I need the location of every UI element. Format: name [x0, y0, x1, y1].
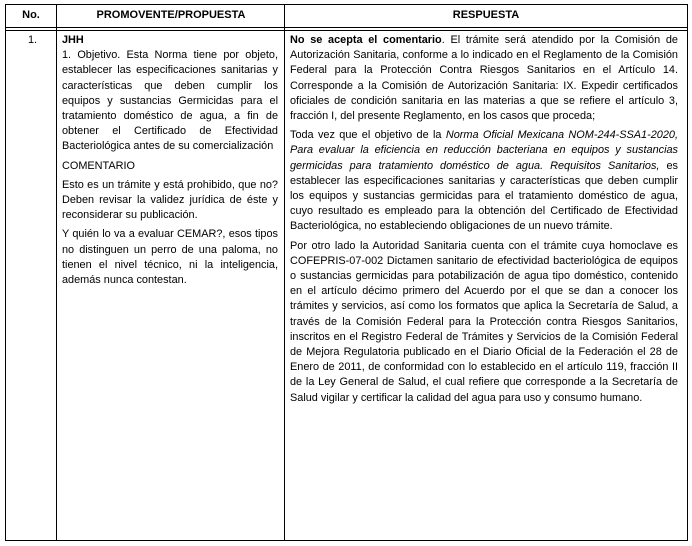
nom-reference: Norma Oficial Mexicana NOM-244-SSA1-2020, Para evaluar la eficiencia en reducción bacteriana en equipos y sustancias germicidas para tratamiento doméstico de agua. Requisitos Sanitarios, [290, 129, 678, 172]
header-respuesta: RESPUESTA [452, 9, 520, 21]
comment-label: COMENTARIO [62, 159, 136, 172]
respuesta-paragraph-3: Por otro lado la Autoridad Sanitaria cuenta con el trámite cuya homoclave es COFEPRIS-07-002 Dictamen sanitario de efectividad bacteriológica de equipos o sustancias germicidas para potabilización de agua tipo doméstico, contenido en el artículo décimo primero del Acuerdo por el que se dan a conocer los trámites y servicios, así como los formatos que aplica la Secretaría de Salud, a través de la Comisión Federal para la Protección contra Riesgos Sanitarios, inscritos en el Registro Federal de Trámites y Servicios de la Comisión Federal de Mejora Regulatoria publicado en el Diario Oficial de la Federación el 28 de Enero de 2011, de conformidad con lo establecido en el artículo 119, fracción II de la Ley General de Salud, el cual refiere que corresponde a la Secretaría de Salud vigilar y certificar la calidad del agua para uso y consumo humano. [290, 239, 678, 404]
table-border-right [687, 4, 688, 541]
table-border-left [5, 4, 6, 541]
respuesta-paragraph-2 [290, 128, 678, 234]
promovente-name: JHH [62, 34, 84, 46]
promovente-cell [62, 33, 278, 288]
respuesta-p2-post: es establecer las especificaciones sanitarias y características que deben cumplir los equipos y sustancias germicidas para el tratamiento doméstico de agua, cuyo resultado es empleado para la obtención del Certificado de Efectividad Bacteriológica, no estableciendo obligaciones de un nuevo trámite. [290, 159, 679, 233]
column-divider-1 [56, 4, 57, 541]
promovente-objective: 1. Objetivo. Esta Norma tiene por objeto, establecer las especificaciones sanitarias y características que deben cumplir los equipos y sustancias Germicidas para el tratamiento doméstico de agua, a fin de obtener el Certificado de Efectividad Bacteriológica antes de su comercialización [62, 49, 278, 153]
respuesta-p1-text: . El trámite será atendido por la Comisión de Autorización Sanitaria, conforme a lo indicado en el Reglamento de la Comisión Federal para la Protección Contra Riesgos Sanitarios en el Artículo 14. Corresponde a la Comisión de Autorización Sanitaria: IX. Expedir certificados oficiales de condición sanitaria en las materias a que se refiere el artículo 3, fracción I, del presente Reglamento, en los casos que proceda; [290, 34, 678, 123]
table-border-bottom [5, 540, 688, 541]
header-divider-double [5, 30, 688, 31]
respuesta-cell [290, 33, 678, 406]
respuesta-p2-pre: Toda vez que el objetivo de la [290, 129, 446, 142]
header-no: No. [22, 9, 40, 21]
respuesta-verdict: No se acepta el comentario [290, 34, 442, 46]
comment-text-1: Esto es un trámite y está prohibido, que no? Deben revisar la validez jurídica de éste y reconsiderar su publicación. [62, 178, 278, 222]
row-number: 1. [28, 34, 38, 46]
column-divider-2 [284, 4, 285, 541]
comment-text-2: Y quién lo va a evaluar CEMAR?, esos tipos no distinguen un perro de una paloma, no tienen el nivel técnico, ni la inteligencia, además nunca contestan. [62, 228, 278, 287]
header-promovente: PROMOVENTE/PROPUESTA [96, 9, 246, 21]
respuesta-paragraph-1 [290, 33, 678, 124]
header-divider [5, 27, 688, 28]
